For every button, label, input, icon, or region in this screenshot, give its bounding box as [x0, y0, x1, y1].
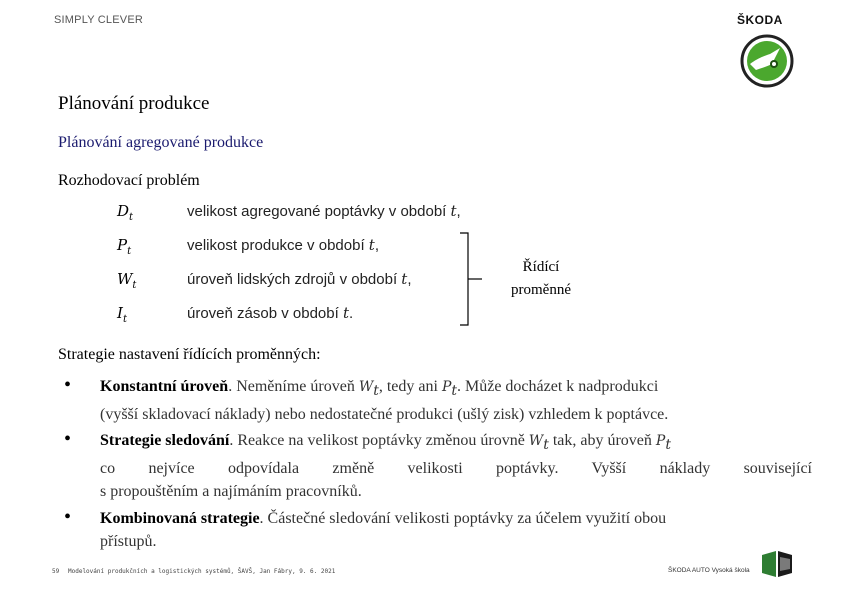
page-number: 59: [52, 568, 60, 575]
bullet-icon: •: [64, 428, 72, 450]
variable-symbol: $P_t$: [117, 236, 132, 257]
footer-brand: ŠKODA AUTO Vysoká škola: [668, 567, 750, 574]
bullet-icon: •: [64, 374, 72, 396]
strategy-constant: Konstantní úroveň. Neměníme úroveň $W_t$, tedy ani $P_t$. Může docházet k nadprodukci (vyšší skladovací náklady) nebo nedostatečné produkci (ušlý zisk) vzhledem k poptávce.: [100, 378, 669, 424]
strategies-heading: Strategie nastavení řídících proměnných:: [58, 346, 321, 363]
variable-description: velikost agregované poptávky v období t,: [187, 202, 461, 220]
strategy-combined: Kombinovaná strategie. Částečné sledování velikosti poptávky za účelem využití obou přístupů.: [100, 510, 667, 550]
variable-description: úroveň zásob v období t.: [187, 304, 354, 322]
bullet-icon: •: [64, 506, 72, 528]
variable-symbol: $D_t$: [117, 202, 134, 223]
skoda-logo-icon: [740, 34, 794, 88]
variable-symbol: $I_t$: [117, 304, 127, 325]
variable-symbol: $W_t$: [117, 270, 137, 291]
school-logo-icon: [760, 549, 794, 579]
control-variables-label: Řídící proměnné: [511, 259, 571, 298]
tagline: SIMPLY CLEVER: [54, 14, 144, 26]
section-heading: Rozhodovací problém: [58, 172, 200, 189]
bracket-icon: [454, 231, 484, 327]
variable-description: úroveň lidských zdrojů v období t,: [187, 270, 412, 288]
page-title: Plánování produkce: [58, 93, 210, 114]
page-subtitle: Plánování agregované produkce: [58, 134, 264, 151]
brand-name: ŠKODA: [737, 13, 783, 27]
variable-description: velikost produkce v období t,: [187, 236, 379, 254]
footer-text: Modelování produkčních a logistických systémů, ŠAVŠ, Jan Fábry, 9. 6. 2021: [68, 568, 336, 575]
strategy-tracking: Strategie sledování. Reakce na velikost poptávky změnou úrovně $W_t$ tak, aby úroveň $P_t$ co nejvíce odpovídala změně velikosti poptávky. Vyšší náklady související s propouštěním a najímáním pracovníků.: [100, 432, 812, 501]
